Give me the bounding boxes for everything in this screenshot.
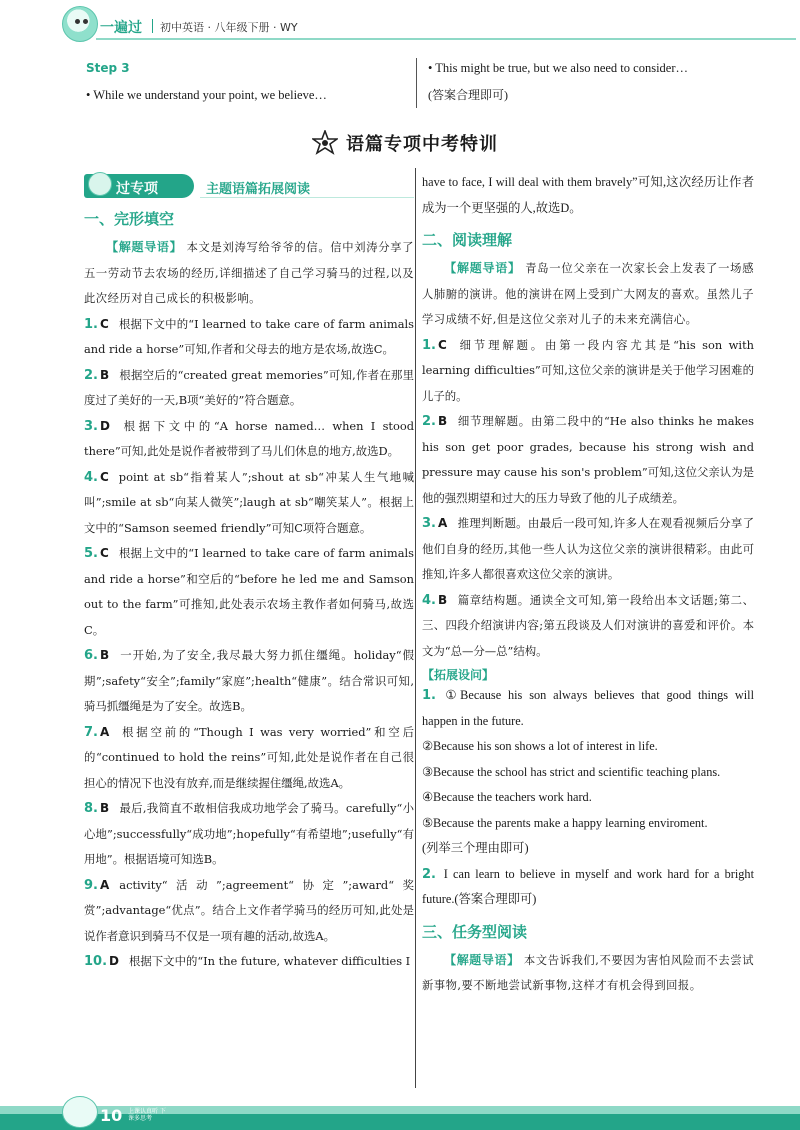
extend-answer-line: ④Because the teachers work hard. <box>422 790 592 804</box>
answer-item <box>84 312 414 363</box>
item-explanation: 根据下文中的“A horse named… when I stood there”可知,此处是说作者被带到了马儿们休息的地方,故选D。 <box>84 418 414 458</box>
guide-text: 本文告诉我们,不要因为害怕风险而不去尝试新事物,要不断地尝试新事物,这样才有机会得到回报。 <box>422 953 755 992</box>
item-explanation: 细节理解题。由第一段内容尤其是“his son with learning difficulties”可知,这位父亲的演讲是关于他学习困难的儿子的。 <box>422 337 754 403</box>
answer-item <box>84 541 414 643</box>
extend-answer-line: ②Because his son shows a lot of interest in life. <box>422 739 658 753</box>
answer-item <box>84 949 414 975</box>
item-answer: B <box>99 801 110 815</box>
item-explanation: 篇章结构题。通读全文可知,第一段给出本文话题;第二、三、四段介绍演讲内容;第五段谈及人们对演讲的喜爱和评价。本文为“总—分—总”结构。 <box>422 592 754 658</box>
footer-mascot-icon <box>62 1096 98 1128</box>
continuation-line: have to face, I will deal with them bravely”可知,这次经历让作者成为一个更坚强的人,故选D。 <box>422 175 754 215</box>
right-column <box>422 170 754 999</box>
banner-title: 语篇专项中考特训 <box>346 134 498 155</box>
answer-note: (答案合理即可) <box>428 88 508 102</box>
guide-text: 青岛一位父亲在一次家长会上发表了一场感人肺腑的演讲。他的演讲在网上受到广大网友的喜欢。虽然儿子学习成绩不好,但是这位父亲对儿子的未来充满信心。 <box>422 262 754 326</box>
item-answer: B <box>99 648 110 662</box>
answer-item <box>422 511 754 588</box>
item-answer: C <box>99 469 109 484</box>
item-explanation: activity“活动”;agreement“协定”;award“奖赏”;advantage“优点”。结合上文作者学骑马的经历可知,此处是说作者意识到骑马不仅是一项有趣的活动,故选A。 <box>84 877 414 943</box>
item-explanation: 最后,我简直不敢相信我成功地学会了骑马。carefully“小心地”;successfully“成功地”;hopefully“有希望地”;usefully“有用地”。根据语境可知选B。 <box>84 801 414 866</box>
answer-item <box>84 363 414 414</box>
item-number: 3. <box>422 516 436 531</box>
guide-label: 【解题导语】 <box>106 240 183 254</box>
extend-label: 【拓展设问】 <box>422 668 495 682</box>
answer-item <box>422 588 754 665</box>
top-column-divider <box>416 58 417 108</box>
item-answer: B <box>99 367 110 382</box>
answer-list-right <box>422 333 754 665</box>
continuation-text <box>422 170 754 221</box>
step-sentence-left: • While we understand your point, we believe… <box>86 88 327 102</box>
guide-label: 【解题导语】 <box>444 261 521 275</box>
item-answer: A <box>99 724 110 739</box>
page-header <box>0 0 800 48</box>
page-footer <box>0 1092 800 1130</box>
book-title: 初中英语 · 八年级下册 · WY <box>160 21 298 34</box>
tab-mascot-icon <box>88 172 112 196</box>
item-number: 9. <box>84 877 98 893</box>
guide-paragraph <box>84 235 414 312</box>
section-banner <box>312 128 498 158</box>
item-explanation: 根据空前的“Though I was very worried”和空后的“continued to hold the reins”可知,此处是说作者在自己很担心的情况下也没有放弃,而是继续握住缰绳,故选A。 <box>84 724 414 790</box>
extend-answer-2: I can learn to believe in myself and work hard for a bright future.(答案合理即可) <box>422 866 754 906</box>
item-number: 8. <box>84 801 98 816</box>
item-answer: A <box>437 516 448 530</box>
tab-label: 过专项 <box>116 181 158 197</box>
item-number: 1. <box>422 688 436 703</box>
footer-note: 上课认真听 下课多思考 <box>128 1108 166 1122</box>
item-answer: C <box>99 316 109 331</box>
extend-question-2 <box>422 862 754 913</box>
extend-answer-line: ③Because the school has strict and scientific teaching plans. <box>422 764 721 779</box>
answer-list-left <box>84 312 414 975</box>
item-answer: A <box>99 877 110 892</box>
item-number: 4. <box>84 469 98 485</box>
item-explanation: 根据下文中的“In the future, whatever difficulties I <box>129 954 411 968</box>
tab-subtitle: 主题语篇拓展阅读 <box>206 182 311 197</box>
item-explanation: 根据空后的“created great memories”可知,作者在那里度过了美好的一天,B项“美好的”符合题意。 <box>84 367 414 407</box>
item-explanation: 细节理解题。由第二段中的“He also thinks he makes his son get poor grades, because his strong wish and pressure may cause his son's problem”可知,这位父亲认为是他的强烈期望和过大的压力导致了他的儿子成绩差。 <box>422 414 754 505</box>
extend-answer-line: ⑤Because the parents make a happy learning enviroment. <box>422 815 708 830</box>
extend-question-1 <box>422 683 754 862</box>
item-explanation: point at sb“指着某人”;shout at sb“冲某人生气地喊叫”;smile at sb“向某人微笑”;laugh at sb“嘲笑某人”。根据上文中的“Samson seemed friendly”可知C项符合题意。 <box>84 469 414 535</box>
extend-answer-line: ①Because his son always believes that good things will happen in the future. <box>422 688 755 728</box>
item-answer: B <box>437 592 448 607</box>
tab-rule <box>200 197 414 198</box>
section-title-reading: 二、阅读理解 <box>422 231 513 249</box>
extend-answer-line: (列举三个理由即可) <box>422 841 529 855</box>
header-separator <box>152 19 153 33</box>
extend-answers <box>422 688 754 862</box>
answer-item <box>84 465 414 542</box>
column-divider <box>415 168 416 1088</box>
item-answer: D <box>99 418 110 433</box>
item-number: 1. <box>422 337 436 353</box>
item-number: 6. <box>84 648 98 663</box>
header-rule <box>96 38 796 40</box>
item-explanation: 根据上文中的“I learned to take care of farm animals and ride a horse”和空后的“before he led me and Samson out to the farm”可推知,此处表示农场主教作者如何骑马,故选C。 <box>84 546 414 637</box>
item-number: 5. <box>84 546 98 561</box>
answer-item <box>84 720 414 797</box>
item-number: 2. <box>422 866 436 882</box>
item-answer: C <box>437 337 447 352</box>
page-number: 10 <box>100 1106 123 1125</box>
item-number: 2. <box>422 414 436 429</box>
item-answer: C <box>99 546 109 560</box>
special-tab <box>84 170 414 200</box>
item-explanation: 推理判断题。由最后一段可知,许多人在观看视频后分享了他们自身的经历,其他一些人认为这位父亲的演讲很精彩。由此可推知,许多人都很喜欢这位父亲的演讲。 <box>422 516 754 581</box>
section-title-task: 三、任务型阅读 <box>422 922 528 941</box>
answer-item <box>84 873 414 950</box>
guide-paragraph-task <box>422 948 754 999</box>
answer-item <box>422 333 754 410</box>
item-number: 2. <box>84 367 98 383</box>
answer-item <box>422 409 754 511</box>
item-answer: D <box>109 954 119 968</box>
item-number: 10. <box>84 954 108 969</box>
item-number: 7. <box>84 724 98 740</box>
brand-name: 一遍过 <box>100 20 142 36</box>
item-answer: B <box>437 414 448 428</box>
item-number: 4. <box>422 592 436 608</box>
guide-text: 本文是刘涛写给爷爷的信。信中刘涛分享了五一劳动节去农场的经历,详细描述了自己学习骑马的过程,以及此次经历对自己成长的积极影响。 <box>84 241 414 305</box>
item-number: 3. <box>84 418 98 434</box>
left-column <box>84 170 414 975</box>
mascot-icon <box>62 6 98 42</box>
answer-item <box>84 643 414 720</box>
guide-paragraph-reading <box>422 256 754 333</box>
section-title-cloze: 一、完形填空 <box>84 210 175 228</box>
step-sentence-right: • This might be true, but we also need to consider… <box>428 61 688 75</box>
guide-label: 【解题导语】 <box>444 952 520 967</box>
answer-item <box>84 414 414 465</box>
answer-item <box>84 796 414 873</box>
star-badge-icon <box>312 130 338 156</box>
item-explanation: 一开始,为了安全,我尽最大努力抓住缰绳。holiday“假期”;safety“安全”;family“家庭”;health“健康”。结合常识可知,骑马抓缰绳是为了安全。故选B。 <box>84 648 414 713</box>
item-explanation: 根据下文中的“I learned to take care of farm animals and ride a horse”可知,作者和父母去的地方是农场,故选C。 <box>84 316 414 356</box>
item-number: 1. <box>84 316 98 332</box>
step-title: Step 3 <box>86 61 130 75</box>
